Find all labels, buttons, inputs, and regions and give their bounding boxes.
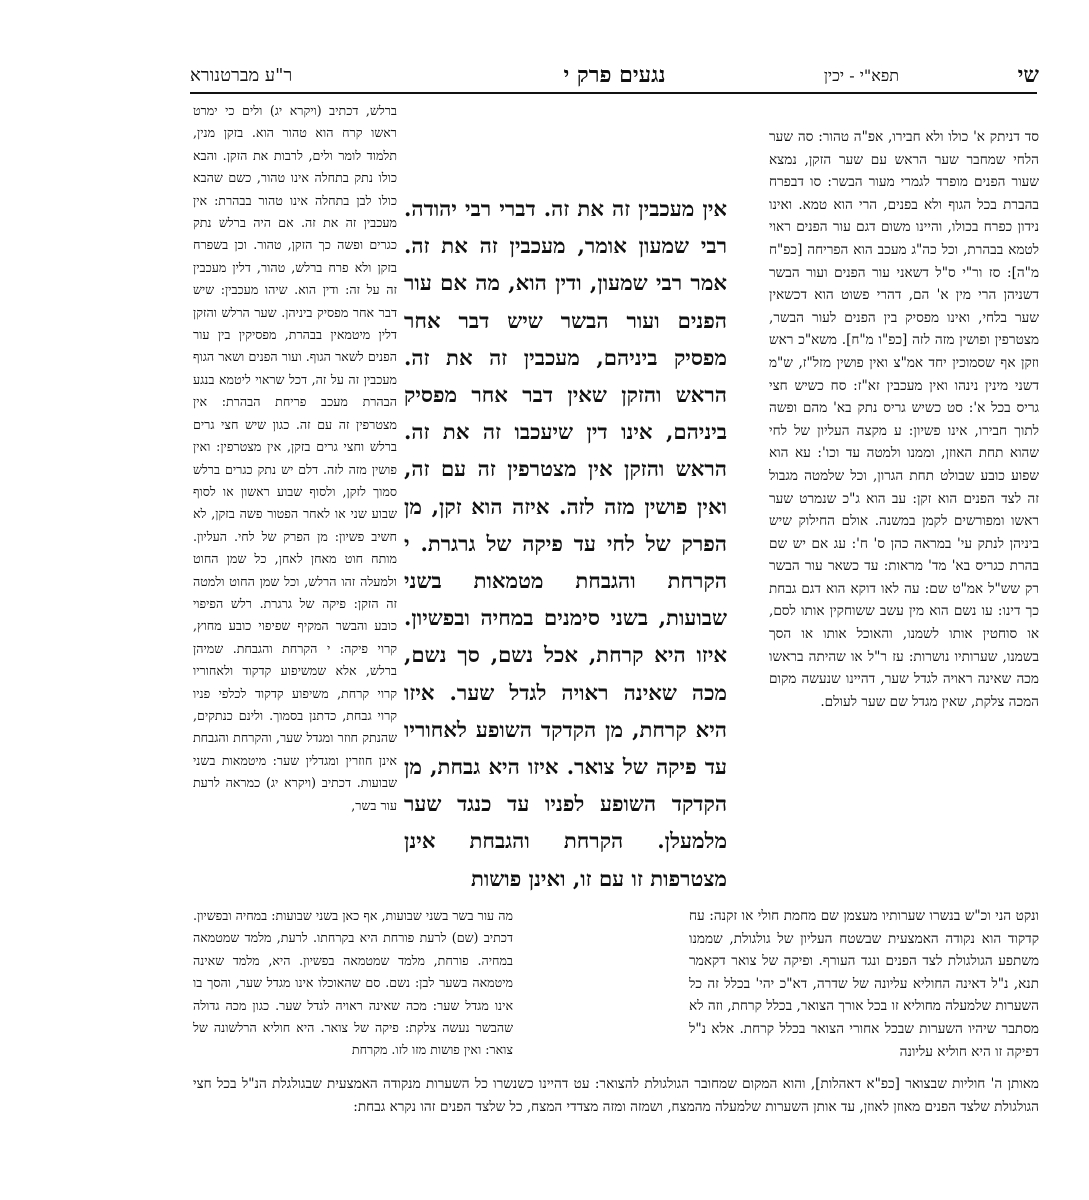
bartenura-column-bottom: מה עור בשר בשני שבועות, אף כאן בשני שבועות: במחיה ובפשיון. דכתיב (שם) לרעת פורחת היא בקרחתו. לרעת, מלמד שמטמאה במחיה. פורחת, מלמד שמטמאה בפשיון. היא, מלמד שאינה מיטמאה בשער לבן: נשם. סם שהאוכלו אינו מגדל שער, והסך בו אינו מגדל שער: מכה שאינה ראויה לגדל שער. כגון מכה גדולה שהבשר נעשה צלקת: פיקה של צואר. היא חוליא הרלשונה של צואר: ואין פושות מזו לזו. מקרחת xyxy=(193,908,513,1058)
bartenura-column: ברלש, דכתיב (ויקרא יג) ולים כי ימרט ראשו קרח הוא טהור הוא. בזקן מנין, תלמוד לומר ולים, לרבות את הזקן. והבא כולו נתק בתחלה אינו טהור, כשם שהבא כולו לבן בתחלה אינו טהור בבהרת: אין מעכבין זה את זה. אם היה ברלש נתק כגרים ופשה כך הזקן, טהור. וכן בשפרח בזקן ולא פרח ברלש, טהור, דלין מעכבין זה על זה: ודין הוא. שיהו מעכבין: שיש דבר אחר מפסיק ביניהן. שער הרלש והזקן דלין מיטמאין בבהרת, מפסיקין בין עור הפנים לשאר הגוף. ועור הפנים ושאר הגוף מעכבין זה על זה, דכל שראוי ליטמא בנגע הבהרת מעכב פריחת הבהרת: אין מצטרפין זה עם זה. כגון שיש חצי גרים ברלש וחצי גרים בזקן, אין מצטרפין: ואין פושין מזה לזה. דלם יש נתק כגרים ברלש סמוך לזקן, ולסוף שבוע ראשון או לסוף שבוע שני או לאחר הפטור פשה בזקן, לא חשיב פשיון: מן הפרק של לחי. העליון. מותח חוט מאחן לאחן, כל שמן החוט ולמעלה זהו הרלש, וכל שמן החוט ולמטה זה הזקן: פיקה של גרגרת. רלש הפיפוי כובע והבשר המקיף שפיפוי כובע מחוץ, קרוי פיקה: י הקרחת והגבחת. שמיהן ברלש, אלא שמשיפוע קדקוד ולאחוריו קרוי קרחת, משיפוע קדקוד לכלפי פניו קרוי גבחת, כדתנן בסמוך. ולינם כנתקים, שהנתק חוזר ומגדל שער, והקרחת והגבחת אינן חוזרין ומגדלין שער: מיטמאות בשני שבועות. דכתיב (ויקרא יג) כמראה לרעת עור בשר, xyxy=(193,103,397,813)
running-header xyxy=(190,62,1039,90)
commentary-footnote: מאותן ה' חוליות שבצואר [כפ"א דאהלות], והוא המקום שמחובר הגולגולת להצואר: עט דהיינו כשנשרו כל השערות מנקודה האמצעית שבגולגלת הנ"ל בכל חצי הגולגולת שלצד הפנים מאוזן לאוזן, עד אותן השערות שלמעלה מהמצח, ושמזה ומזה מצדדי המצח, כל שלצד הפנים זהו נקרא גבחת: xyxy=(193,1076,1039,1115)
header-bartenura-title: ר"ע מברטנורא xyxy=(190,65,293,86)
header-rule xyxy=(190,92,1037,94)
header-chapter-title: נגעים פרק י xyxy=(563,62,666,88)
commentary-right-column: סד דניתק א' כולו ולא חבירו, אפ"ה טהור: סה שער הלחי שמחבר שער הראש עם שער הזקן, נמצא שעור הפנים מופרד לגמרי מעור הבשר: סו דבפרח בהברת בכל הגוף ולא בפנים, הרי הוא טמא. ואינו נידון כפרח בכולו, והיינו משום דגם עור הפנים ראוי לטמא בבהרת, וכל כה"ג מעכב הוא הפריחה [כפ"ח מ"ה]: סז ור"י ס"ל דשאני עור הפנים ועור הבשר דשניהן הרי מין א' הם, דהרי פשוט הוא דכשאין שער בלחי, ואינו מפסיק בין הפנים לעור הבשר, מצטרפין ופושין מזה לזה [כפ"ו מ"ח]. משא"כ ראש וזקן אף שסמוכין יחד אמ"צ ואין פושין מזל"ז, ש"מ דשני מינין נינהו ואין מעכבין זא"ז: סח כשיש חצי גריס בכל א': סט כשיש גריס נתק בא' מהם ופשה לתוך חבירו, אינו פשיון: ע מקצה העליון של לחי שהוא תחת האוזן, וממנו ולמטה עד וכו': עא הוא שפוע כובע שבולט תחת הגרון, וכל שלמטה מגבול זה לצד הפנים הוא זקן: עב הוא ג"כ שנמרט שער ראשו ומפורשים לקמן במשנה. אולם החילוק שיש ביניהן לנתק עי' במראה כהן ס' ח': עג אם יש שם בהרת כגריס בא' מד' מראות: עד כשאר עור הבשר רק שש"ל אמ"ט שם: עה לאו דוקא הוא דגם גבחת כך דינו: עו נשם הוא מין עשב ששוחקין אותו לסם, או סוחטין אותו לשמנו, והאוכל אותו או הסך בשמנו, שערותיו נושרות: עז ר"ל או שהיתה בראשו מכה שאינה ראויה לגדל שער, דהיינו שנעשה מקום המכה צלקת, שאין מגדל שם שער לעולם. xyxy=(769,129,1039,710)
header-commentary-subtitle: תפא"י - יכין xyxy=(823,66,899,85)
mishnah-text: אין מעכבין זה את זה. דברי רבי יהודה. רבי שמעון אומר, מעכבין זה את זה. אמר רבי שמעון, ודין הוא, מה אם עור הפנים ועור הבשר שיש דבר אחר מפסיק ביניהם, מעכבין זה את זה. הראש והזקן שאין דבר אחר מפסיק ביניהם, אינו דין שיעכבו זה את זה. הראש והזקן אין מצטרפין זה עם זה, ואין פושין מזה לזה. איזה הוא זקן, מן הפרק של לחי עד פיקה של גרגרת. י הקרחת והגבחת מטמאות בשני שבועות, בשני סימנים במחיה ובפשיון. איזו היא קרחת, אכל נשם, סך נשם, מכה שאינה ראויה לגדל שער. איזו היא קרחת, מן הקדקד השופע לאחוריו עד פיקה של צואר. איזו היא גבחת, מן הקדקד השופע לפניו עד כנגד שער מלמעלן. הקרחת והגבחת אינן מצטרפות זו עם זו, ואינן פושות xyxy=(404,196,727,891)
commentary-right-bottom: ונקט הני וכ"ש בנשרו שערותיו מעצמן שם מחמת חולי או זקנה: עח קדקוד הוא נקודה האמצעית שבשטח העליון של גולגולת, שממנו משתפע הגולגולת לצד הפנים ונגד העורף. ופיקה של צואר דקאמר תנא, נ"ל דאינה החוליא עליונה של שדרה, דא"כ יהי' בכלל זה כל השערות שלמעלה מחוליא זו בכל אורך הצואר, בכלל קרחת, וזה לא מסתבר שיהיו השערות שבכל אחורי הצואר בכלל קרחת. אלא נ"ל דפיקה זו היא חוליא עליונה xyxy=(689,908,1039,1060)
header-commentary-title: שי xyxy=(1017,62,1039,88)
